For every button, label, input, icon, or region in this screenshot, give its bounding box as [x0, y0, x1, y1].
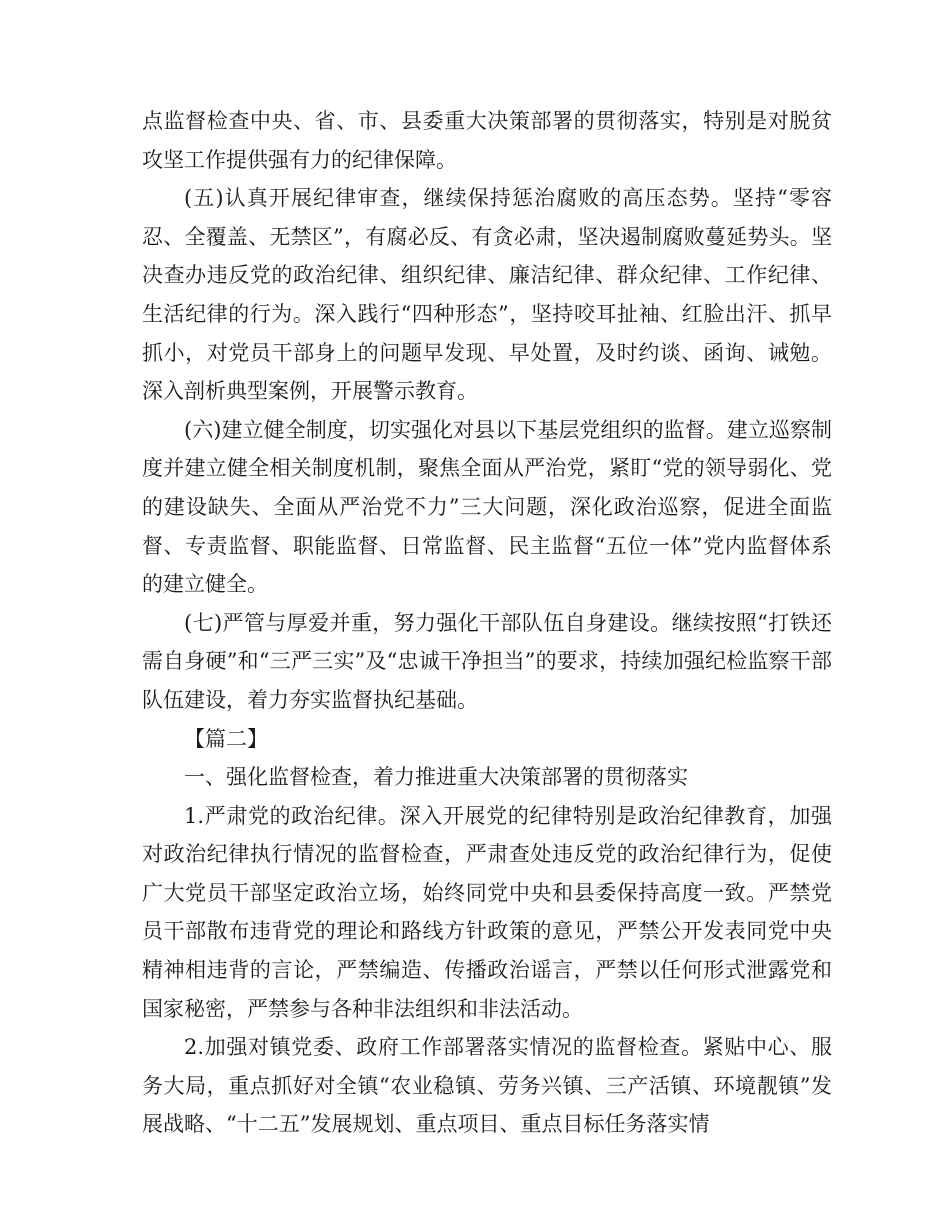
paragraph-item-6: (六)建立健全制度，切实强化对县以下基层党组织的监督。建立巡察制度并建立健全相关制度机制，聚焦全面从严治党，紧盯“党的领导弱化、党的建设缺失、全面从严治党不力”三大问题，深化政治巡察，促进全面监督、专责监督、职能监督、日常监督、民主监督“五位一体”党内监督体系的建立健全。: [142, 417, 832, 597]
paragraph-point-2: 2.加强对镇党委、政府工作部署落实情况的监督检查。紧贴中心、服务大局，重点抓好对全镇“农业稳镇、劳务兴镇、三产活镇、环境靓镇”发展战略、“十二五”发展规划、重点项目、重点目标任务落实情: [142, 1035, 832, 1137]
section-heading-1: 一、强化监督检查，着力推进重大决策部署的贯彻落实: [184, 765, 688, 790]
section-heading-part-two: 【篇二】: [184, 726, 268, 751]
paragraph-item-7: (七)严管与厚爱并重，努力强化干部队伍自身建设。继续按照“打铁还需自身硬”和“三严三实”及“忠诚干净担当”的要求，持续加强纪检监察干部队伍建设，着力夯实监督执纪基础。: [142, 610, 832, 712]
paragraph-item-5: (五)认真开展纪律审查，继续保持惩治腐败的高压态势。坚持“零容忍、全覆盖、无禁区”，有腐必反、有贪必肃，坚决遏制腐败蔓延势头。坚决查办违反党的政治纪律、组织纪律、廉洁纪律、群众纪律、工作纪律、生活纪律的行为。深入践行“四种形态”，坚持咬耳扯袖、红脸出汗、抓早抓小，对党员干部身上的问题早发现、早处置，及时约谈、函询、诫勉。深入剖析典型案例，开展警示教育。: [142, 186, 832, 404]
paragraph-continuation: 点监督检查中央、省、市、县委重大决策部署的贯彻落实，特别是对脱贫攻坚工作提供强有力的纪律保障。: [142, 109, 832, 172]
document-page: [142, 102, 832, 1144]
paragraph-point-1: 1.严肃党的政治纪律。深入开展党的纪律特别是政治纪律教育，加强对政治纪律执行情况的监督检查，严肃查处违反党的政治纪律行为，促使广大党员干部坚定政治立场，始终同党中央和县委保持高度一致。严禁党员干部散布违背党的理论和路线方针政策的意见，严禁公开发表同党中央精神相违背的言论，严禁编造、传播政治谣言，严禁以任何形式泄露党和国家秘密，严禁参与各种非法组织和非法活动。: [142, 803, 832, 1021]
